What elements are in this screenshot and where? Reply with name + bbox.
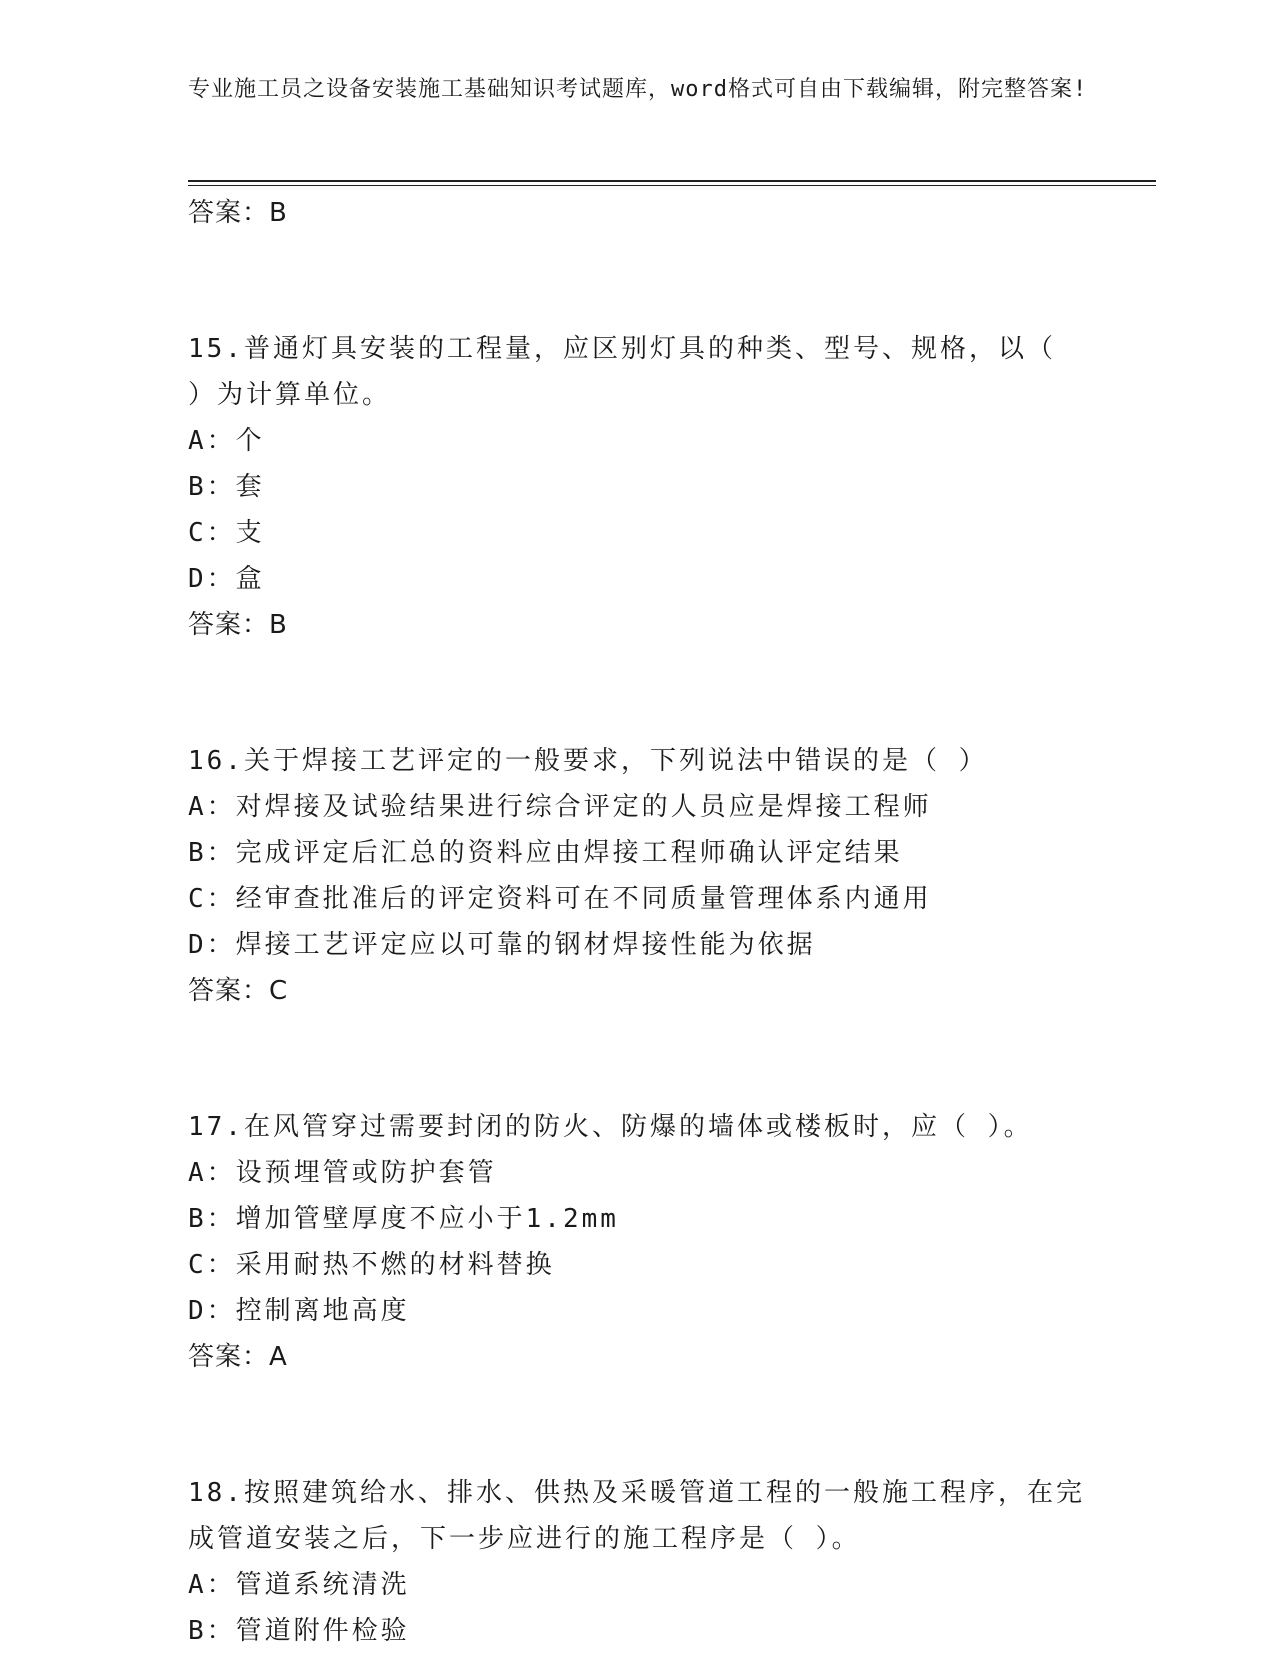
option-b: B：套 [188,472,265,502]
option-d: D：盒 [188,564,265,594]
option-b: B：增加管壁厚度不应小于1.2mm [188,1204,619,1234]
option-c: C：采用耐热不燃的材料替换 [188,1250,555,1280]
option-d: D：焊接工艺评定应以可靠的钢材焊接性能为依据 [188,930,816,960]
question-text: 15.普通灯具安装的工程量，应区别灯具的种类、型号、规格，以（ ）为计算单位。 [188,334,1056,410]
question-block [188,738,1088,1014]
option-b: B：管道附件检验 [188,1616,410,1646]
answer-line: 答案：B [188,198,288,228]
option-a: A：设预埋管或防护套管 [188,1158,497,1188]
question-text: 17.在风管穿过需要封闭的防火、防爆的墙体或楼板时，应（ ）。 [188,1112,1033,1142]
header-divider [188,180,1156,182]
question-list [188,190,1088,1654]
question-block [188,1104,1088,1380]
option-c: C：经审查批准后的评定资料可在不同质量管理体系内通用 [188,884,932,914]
header-divider-thin [188,185,1156,186]
document-header: 专业施工员之设备安装施工基础知识考试题库，word格式可自由下载编辑，附完整答案! [188,77,1088,102]
question-text: 18.按照建筑给水、排水、供热及采暖管道工程的一般施工程序，在完成管道安装之后，下一步应进行的施工程序是（ ）。 [188,1478,1085,1554]
question-text: 16.关于焊接工艺评定的一般要求，下列说法中错误的是（ ） [188,746,988,776]
answer-line: 答案：C [188,976,289,1006]
option-b: B：完成评定后汇总的资料应由焊接工程师确认评定结果 [188,838,903,868]
option-a: A：管道系统清洗 [188,1570,410,1600]
option-a: A：对焊接及试验结果进行综合评定的人员应是焊接工程师 [188,792,932,822]
option-c: C：支 [188,518,265,548]
question-block [188,326,1088,648]
answer-line: 答案：B [188,610,288,640]
question-block [188,1470,1088,1654]
option-a: A：个 [188,426,265,456]
option-d: D：控制离地高度 [188,1296,410,1326]
answer-line: 答案：A [188,1342,288,1372]
